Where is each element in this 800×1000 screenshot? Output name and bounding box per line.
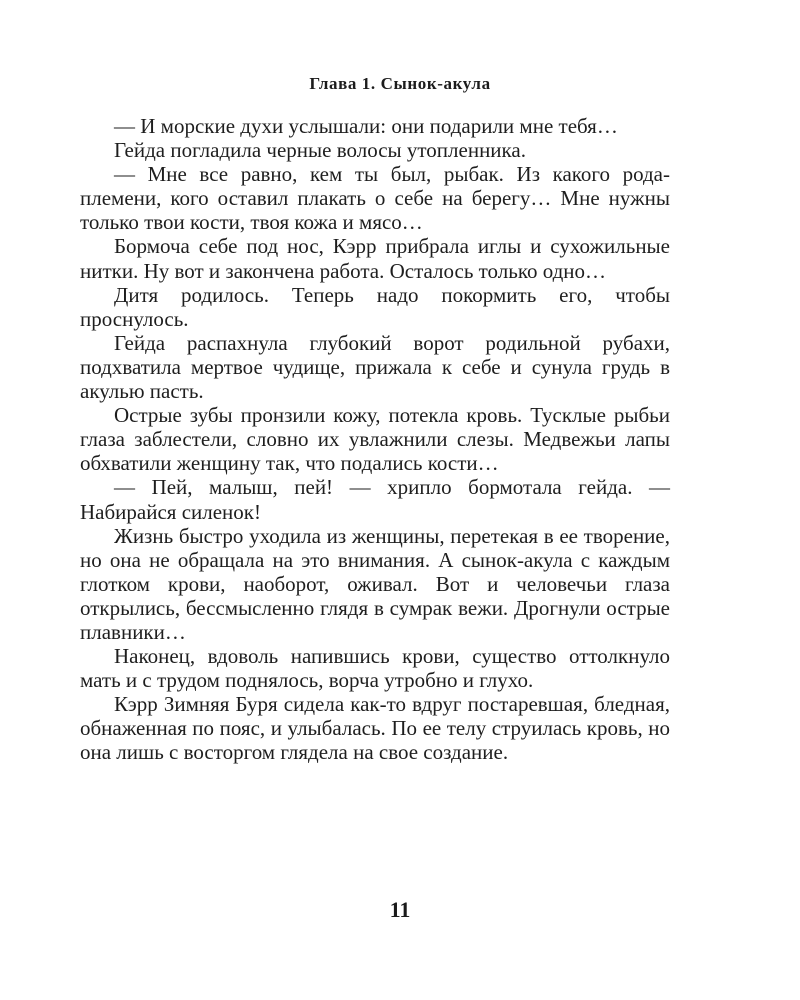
chapter-running-head: Глава 1. Сынок-акула: [309, 74, 491, 93]
page-number: 11: [389, 897, 411, 922]
paragraph: Кэрр Зимняя Буря сидела как-то вдруг постаревшая, бледная, обнаженная по пояс, и улыбалась. По ее телу струилась кровь, но она лишь с восторгом глядела на свое создание.: [80, 692, 670, 765]
paragraph: Острые зубы пронзили кожу, потекла кровь. Тусклые рыбьи глаза заблестели, словно их увлажнили слезы. Медвежьи лапы обхватили женщину так, что подались кости…: [80, 403, 670, 476]
paragraph: Гейда погладила черные волосы утопленника.: [114, 138, 527, 163]
paragraph: — И морские духи услышали: они подарили мне тебя…: [114, 114, 618, 138]
paragraph: Гейда распахнула глубокий ворот родильной рубахи, подхватила мертвое чудище, прижала к себе и сунула грудь в акулью пасть.: [80, 330, 670, 404]
paragraph: Жизнь быстро уходила из женщины, перетекая в ее творение, но она не обращала на это внимания. А сынок-акула с каждым глотком крови, наоборот, оживал. Вот и человечьи глаза открылись, бессмысленно глядя в сумрак вежи. Дрогнули острые плавники…: [80, 523, 670, 644]
paragraph: Наконец, вдоволь напившись крови, существо оттолкнуло мать и с трудом поднялось, ворча утробно и глухо.: [80, 644, 670, 693]
paragraph: Дитя родилось. Теперь надо покормить его, чтобы проснулось.: [80, 282, 670, 331]
paragraph: — Пей, малыш, пей! — хрипло бормотала гейда. — Набирайся силенок!: [80, 475, 670, 524]
paragraph: Бормоча себе под нос, Кэрр прибрала иглы и сухожильные нитки. Ну вот и закончена работа. Осталось только одно…: [80, 234, 670, 283]
body-text: [80, 114, 670, 765]
paragraph: — Мне все равно, кем ты был, рыбак. Из какого рода-племени, кого оставил плакать о себе на берегу… Мне нужны только твои кости, твоя кожа и мясо…: [80, 162, 670, 235]
